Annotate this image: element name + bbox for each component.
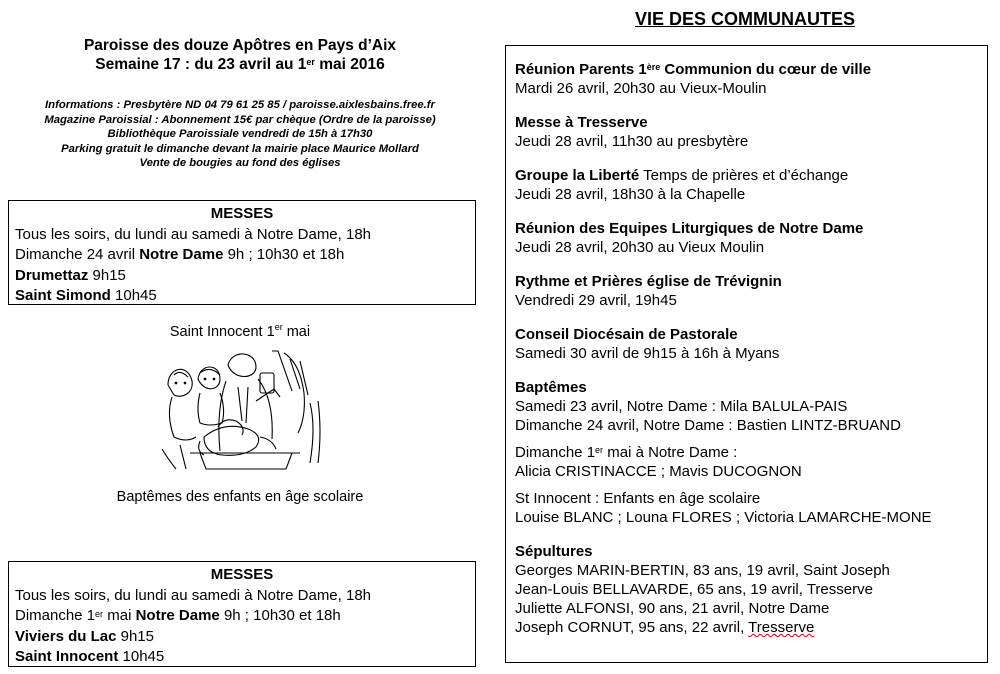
bapteme-date: St Innocent : Enfants en âge scolaire (515, 490, 761, 507)
event-title-line (515, 166, 979, 185)
parish-name: Paroisse des douze Apôtres en Pays d’Aix (83, 37, 397, 54)
event-title: Messe à Tresserve (515, 114, 648, 131)
week-sup: er (306, 57, 315, 67)
sepulture-entry: Georges MARIN-BERTIN, 83 ans, 19 avril, Saint Joseph (515, 562, 890, 579)
event-title-text: Réunion Parents 1 (515, 61, 647, 78)
mass-time: 10h45 (118, 648, 165, 665)
info-line-candles: Vente de bougies au fond des églises (139, 157, 341, 169)
bapteme-entry: Dimanche 24 avril, Notre Dame : Bastien LINTZ-BRUAND (515, 417, 901, 434)
event-title (515, 60, 979, 79)
messes-weekday-line: Tous les soirs, du lundi au samedi à Notre Dame, 18h (15, 586, 372, 604)
event-reunion-equipes (515, 219, 979, 257)
messes-heading: MESSES (210, 566, 274, 583)
church-name: Viviers du Lac (15, 627, 117, 645)
bapteme-entry: Samedi 23 avril, Notre Dame : Mila BALULA-PAIS (515, 398, 848, 415)
event-detail: Samedi 30 avril de 9h15 à 16h à Myans (515, 345, 780, 362)
church-name: Drumettaz (15, 266, 89, 284)
sepulture-entry: Juliette ALFONSI, 90 ans, 21 avril, Notre Dame (515, 600, 830, 617)
messes-box-week-2 (8, 561, 476, 667)
section-sepultures (515, 542, 979, 637)
week-text: Semaine 17 : du 23 avril au 1 (95, 56, 307, 73)
communities-box (505, 45, 988, 663)
communities-title: VIE DES COMMUNAUTES (634, 9, 856, 29)
date-text: Dimanche 1 (515, 444, 596, 461)
parish-title (0, 36, 480, 74)
caption-text: Saint Innocent 1 (169, 324, 275, 340)
saint-innocent-caption (0, 324, 480, 340)
event-detail: Jeudi 28 avril, 11h30 au presbytère (515, 133, 749, 150)
church-name: Notre Dame (135, 607, 220, 624)
bapteme-names: Alicia CRISTINACCE ; Mavis DUCOGNON (515, 463, 802, 480)
date-text-end: mai à Notre Dame : (603, 444, 738, 461)
event-detail: Jeudi 28 avril, 18h30 à la Chapelle (515, 186, 746, 203)
sunday-month: mai (103, 607, 136, 624)
caption-text-end: mai (282, 324, 311, 340)
event-title: Réunion des Equipes Liturgiques de Notre Dame (515, 220, 864, 237)
sepulture-text: Joseph CORNUT, 95 ans, 22 avril, (515, 619, 749, 636)
messes-box-week-1 (8, 200, 476, 305)
info-line-magazine: Magazine Paroissial : Abonnement 15€ par chèque (Ordre de la paroisse) (44, 113, 436, 126)
sepulture-entry (515, 618, 979, 637)
messes-weekday-line: Tous les soirs, du lundi au samedi à Notre Dame, 18h (15, 225, 372, 243)
event-title-text-end: Communion du cœur de ville (660, 61, 872, 78)
messes-line-viviers (15, 627, 469, 648)
section-baptemes (515, 378, 979, 527)
event-detail: Jeudi 28 avril, 20h30 au Vieux Moulin (515, 239, 765, 256)
baptism-illustration (160, 345, 325, 470)
church-name: Saint Innocent (15, 648, 119, 665)
event-reunion-parents (515, 60, 979, 98)
week-line (0, 55, 480, 74)
event-detail: Mardi 26 avril, 20h30 au Vieux-Moulin (515, 80, 767, 97)
caption-sup: er (274, 322, 283, 332)
messes-line-drumettaz (15, 266, 469, 287)
messes-line-saint-simond (15, 286, 469, 307)
mass-time: 10h45 (110, 287, 157, 304)
week-text-end: mai 2016 (314, 56, 385, 73)
bapteme-date (515, 443, 979, 462)
info-line-library: Bibliothèque Paroissiale vendredi de 15h à 17h30 (107, 128, 373, 140)
baptism-caption: Baptêmes des enfants en âge scolaire (116, 489, 364, 505)
sunday-times: 9h ; 10h30 et 18h (219, 607, 341, 624)
messes-line-saint-innocent (15, 647, 469, 668)
sunday-date: Dimanche 24 avril (15, 246, 140, 263)
event-conseil-diocesain (515, 325, 979, 363)
event-detail: Vendredi 29 avril, 19h45 (515, 292, 677, 309)
mass-time: 9h15 (116, 627, 154, 645)
sepulture-place: Tresserve (748, 619, 815, 636)
info-line-phone: Informations : Presbytère ND 04 79 61 25 85 / paroisse.aixlesbains.free.fr (45, 99, 435, 111)
mass-time: 9h15 (88, 266, 126, 284)
section-title: Baptêmes (515, 379, 587, 396)
event-messe-tresserve (515, 113, 979, 151)
messes-sunday-line (15, 606, 469, 627)
sepulture-entry: Jean-Louis BELLAVARDE, 65 ans, 19 avril, Tresserve (515, 581, 873, 598)
event-title: Conseil Diocésain de Pastorale (515, 326, 738, 343)
messes-sunday-line (15, 245, 469, 266)
messes-heading: MESSES (210, 205, 274, 222)
bapteme-names: Louise BLANC ; Louna FLORES ; Victoria LAMARCHE-MONE (515, 509, 932, 526)
info-block (0, 98, 480, 171)
event-title: Groupe la Liberté (515, 167, 640, 184)
date-sup: er (95, 609, 104, 619)
event-subtitle: Temps de prières et d’échange (639, 167, 849, 184)
info-line-parking: Parking gratuit le dimanche devant la mairie place Maurice Mollard (61, 142, 419, 155)
church-name: Saint Simond (15, 287, 111, 304)
sunday-date: Dimanche 1 (15, 607, 96, 624)
section-title: Sépultures (515, 543, 593, 560)
event-groupe-liberte (515, 166, 979, 204)
church-name: Notre Dame (139, 246, 224, 263)
sunday-times: 9h ; 10h30 et 18h (223, 246, 345, 263)
event-title-sup: ère (646, 62, 661, 72)
event-title: Rythme et Prières église de Trévignin (515, 273, 782, 290)
date-sup: er (595, 445, 604, 455)
event-rythme-prieres (515, 272, 979, 310)
